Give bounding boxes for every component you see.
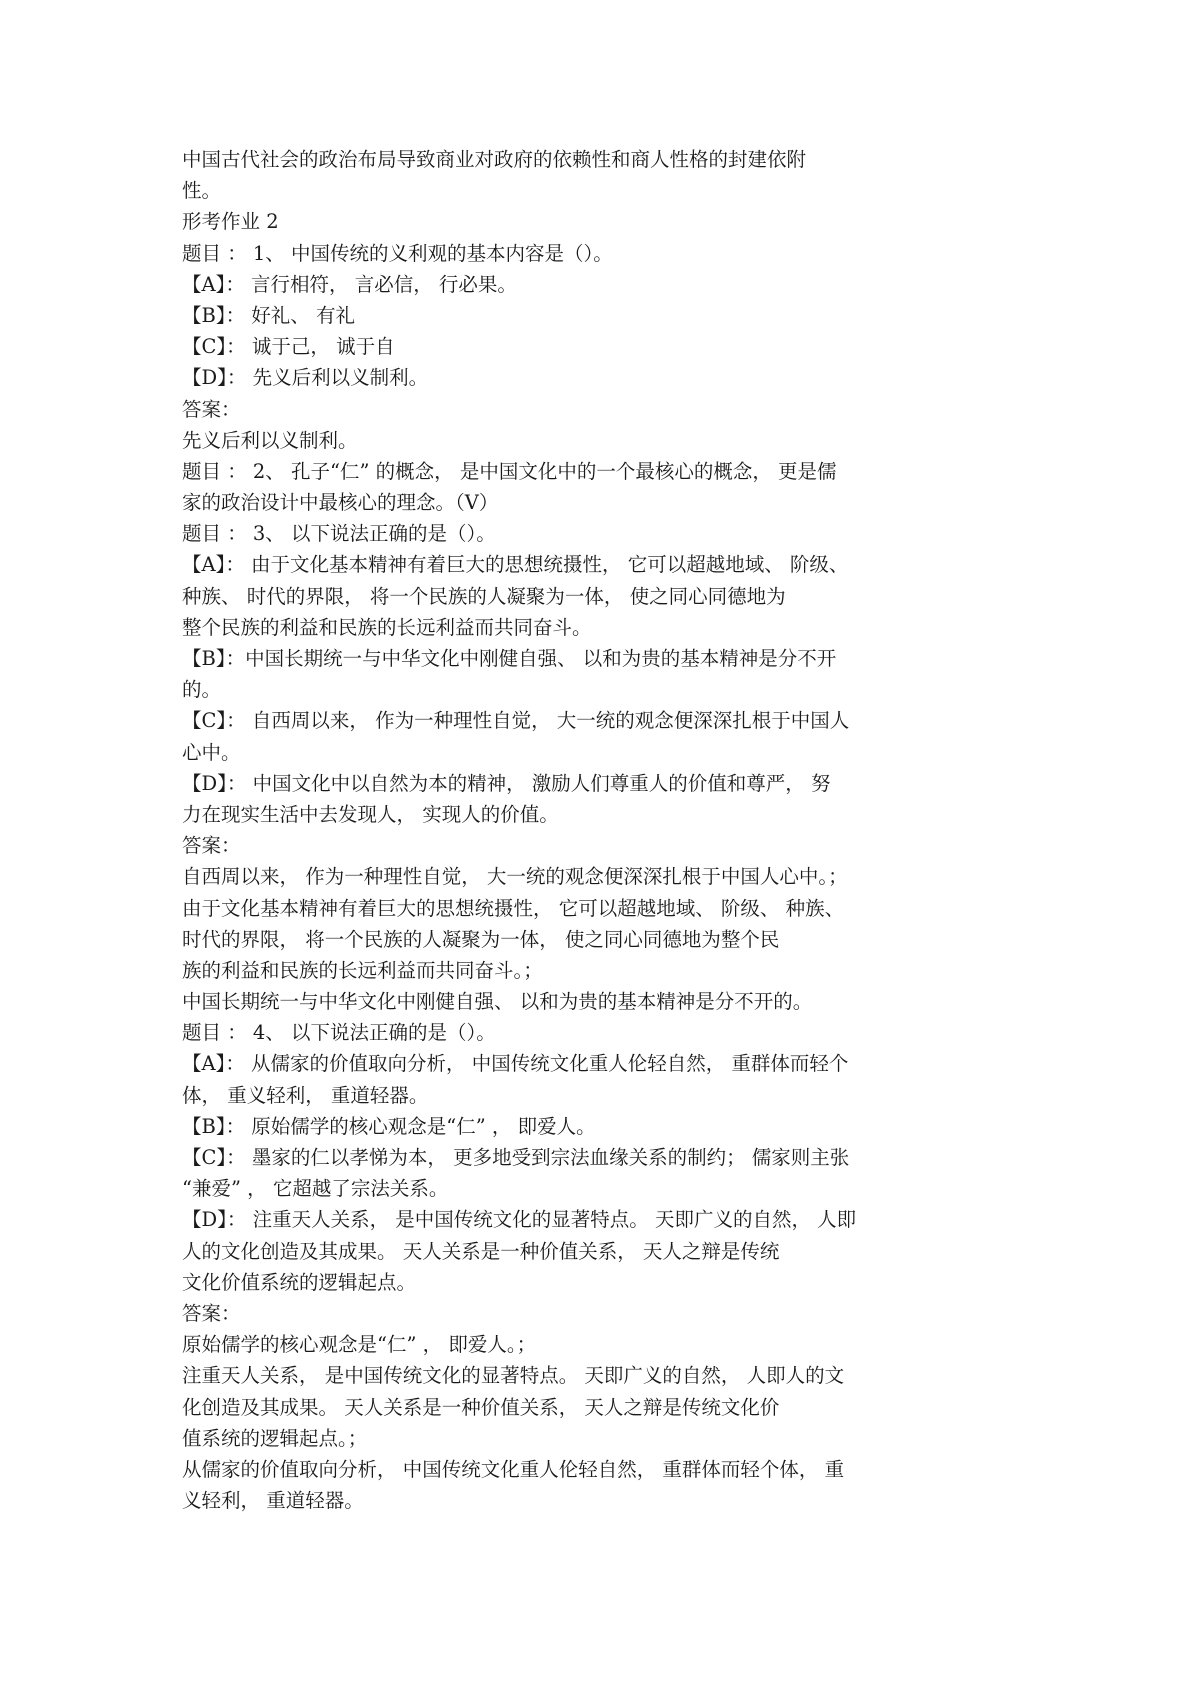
text-line: 由于文化基本精神有着巨大的思想统摄性， 它可以超越地域、 阶级、 种族、	[182, 896, 845, 920]
text-line: 【D】： 注重天人关系， 是中国传统文化的显著特点。 天即广义的自然， 人即	[182, 1208, 857, 1232]
text-line: 答案：	[182, 1301, 241, 1325]
text-line: 【C】： 自西周以来， 作为一种理性自觉， 大一统的观念便深深扎根于中国人	[182, 709, 850, 733]
text-line: 整个民族的利益和民族的长远利益而共同奋斗。	[182, 615, 592, 639]
text-line: 先义后利以义制利。	[182, 428, 358, 452]
text-line: 人的文化创造及其成果。 天人关系是一种价值关系， 天人之辩是传统	[182, 1239, 780, 1263]
text-line: 【A】： 由于文化基本精神有着巨大的思想统摄性， 它可以超越地域、 阶级、	[182, 553, 849, 577]
text-line: 题目 ： 3、 以下说法正确的是（）。	[182, 522, 496, 546]
text-line: 心中。	[182, 740, 241, 764]
text-line: 【B】：中国长期统一与中华文化中刚健自强、 以和为贵的基本精神是分不开	[182, 647, 837, 670]
document-body	[182, 144, 942, 1516]
text-line: 值系统的逻辑起点。；	[182, 1426, 368, 1450]
text-line: 形考作业 2	[182, 210, 279, 234]
text-line: 原始儒学的核心观念是“仁” ， 即爱人。；	[182, 1333, 537, 1357]
text-line: 族的利益和民族的长远利益而共同奋斗。；	[182, 958, 543, 982]
text-line: 注重天人关系， 是中国传统文化的显著特点。 天即广义的自然， 人即人的文	[182, 1364, 845, 1388]
text-line: 时代的界限， 将一个民族的人凝聚为一体， 使之同心同德地为整个民	[182, 927, 780, 951]
text-line: 文化价值系统的逻辑起点。	[182, 1270, 417, 1294]
text-line: 题目 ： 4、 以下说法正确的是（）。	[182, 1021, 496, 1045]
text-line: 体， 重义轻利， 重道轻器。	[182, 1083, 429, 1107]
text-line: 从儒家的价值取向分析， 中国传统文化重人伦轻自然， 重群体而轻个体， 重	[182, 1457, 845, 1481]
text-line: 化创造及其成果。 天人关系是一种价值关系， 天人之辩是传统文化价	[182, 1395, 780, 1419]
text-line: 题目 ： 2、 孔子“仁” 的概念， 是中国文化中的一个最核心的概念， 更是儒	[182, 459, 837, 483]
text-line: 【D】： 先义后利以义制利。	[182, 366, 429, 390]
text-line: 的。	[182, 678, 222, 702]
text-line: 中国古代社会的政治布局导致商业对政府的依赖性和商人性格的封建依附	[182, 148, 807, 171]
text-line: 中国长期统一与中华文化中刚健自强、 以和为贵的基本精神是分不开的。	[182, 990, 813, 1014]
text-line: 种族、 时代的界限， 将一个民族的人凝聚为一体， 使之同心同德地为	[182, 584, 786, 608]
text-line: 性。	[182, 179, 222, 203]
text-line: 家的政治设计中最核心的理念。（V）	[182, 491, 499, 515]
text-line: 义轻利， 重道轻器。	[182, 1489, 364, 1513]
text-line: 【D】： 中国文化中以自然为本的精神， 激励人们尊重人的价值和尊严， 努	[182, 771, 831, 795]
text-line: 【B】： 好礼、 有礼	[182, 303, 355, 327]
text-line: 【C】： 墨家的仁以孝悌为本， 更多地受到宗法血缘关系的制约； 儒家则主张	[182, 1146, 850, 1169]
text-line: 力在现实生活中去发现人， 实现人的价值。	[182, 802, 559, 826]
text-line: 题目 ： 1、 中国传统的义利观的基本内容是（）。	[182, 241, 613, 265]
text-line: 自西周以来， 作为一种理性自觉， 大一统的观念便深深扎根于中国人心中。；	[182, 865, 848, 889]
text-line: 【B】： 原始儒学的核心观念是“仁” ， 即爱人。	[182, 1114, 596, 1138]
text-line: 答案：	[182, 834, 241, 858]
text-line: 【A】： 从儒家的价值取向分析， 中国传统文化重人伦轻自然， 重群体而轻个	[182, 1052, 849, 1076]
text-line: 【C】： 诚于己， 诚于自	[182, 335, 395, 359]
text-line: “兼爱” ， 它超越了宗法关系。	[182, 1177, 449, 1201]
text-line: 答案：	[182, 397, 241, 421]
text-line: 【A】： 言行相符， 言必信， 行必果。	[182, 272, 517, 296]
